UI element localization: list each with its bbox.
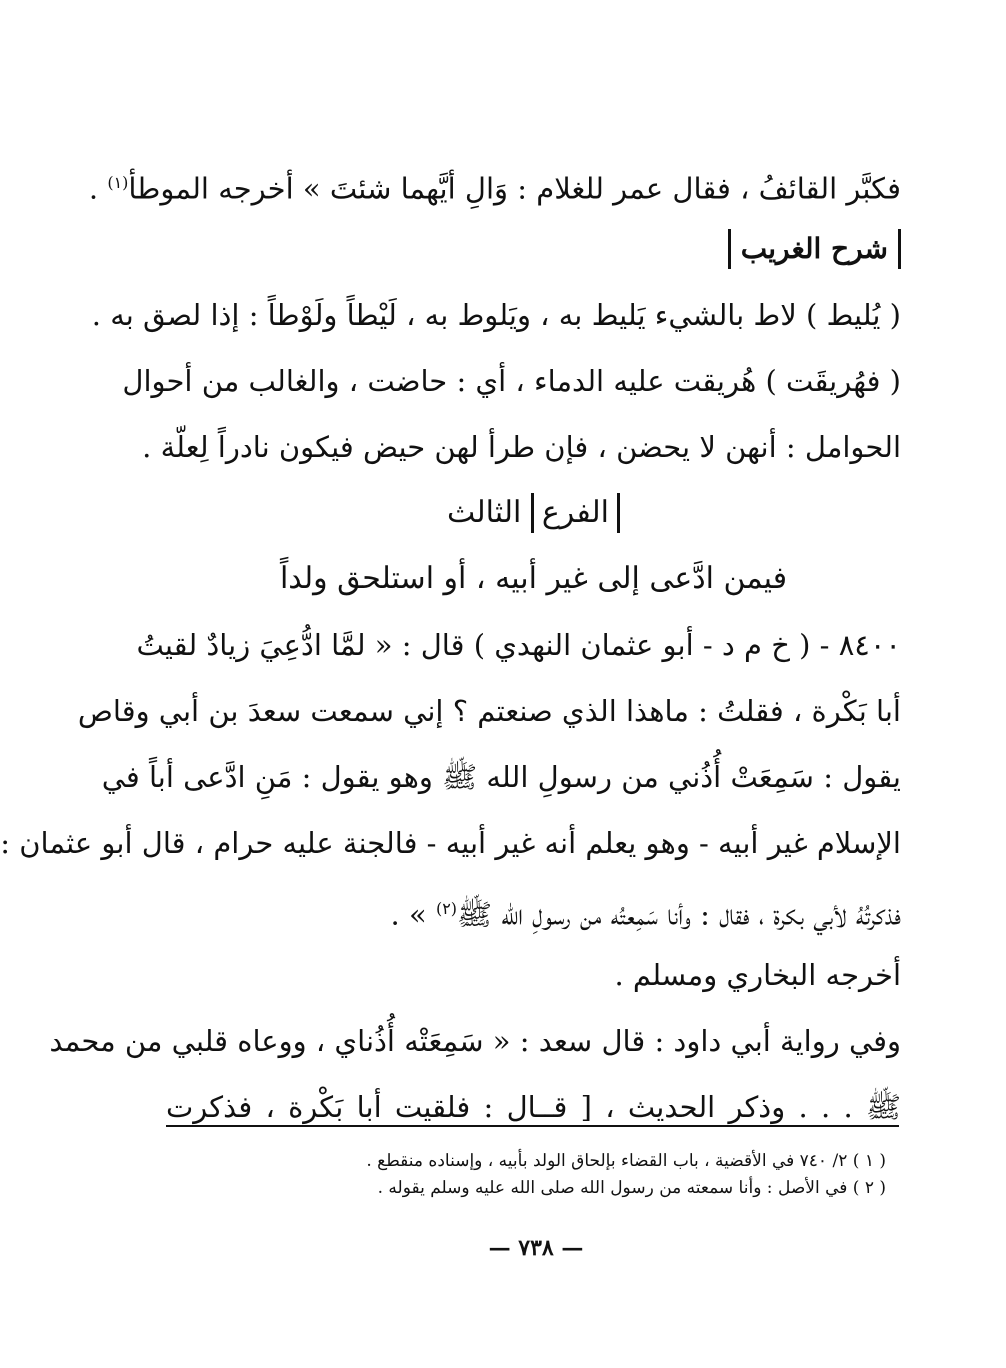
- text-line: ( يُليط ) لاط بالشيء يَليط به ، ويَلوط به ، لَيْطاً ولَوْطاً : إذا لصق به .: [91, 298, 901, 332]
- sharh-heading-row: [166, 216, 901, 282]
- page-number: — ٧٣٨ —: [488, 1235, 584, 1261]
- takhrij-line: أخرجه البخاري ومسلم .: [614, 958, 901, 992]
- section-heading: [166, 480, 901, 546]
- riwaya-line: وفي رواية أبي داود : قال سعد : « سَمِعَتْه أُذُناي ، ووعاه قلبي من محمد: [49, 1024, 901, 1058]
- footnote: ( ١ ) ٢/ ٧٤٠ في الأقضية ، باب القضاء بإلحاق الولد بأبيه ، وإسناده منقطع .: [366, 1151, 886, 1171]
- hadith-line: ٨٤٠٠ - ( خ م د - أبو عثمان النهدي ) قال : « لمَّا ادُّعِيَ زيادٌ لقيتُ: [136, 628, 901, 662]
- hadith-line: يقول : سَمِعَتْ أُذُني من رسولِ الله ﷺ وهو يقول : مَنِ ادَّعى أباً في: [101, 760, 901, 794]
- hadith-line: أبا بَكْرة ، فقلتُ : ماهذا الذي صنعتم ؟ إني سمعت سعدَ بن أبي وقاص: [77, 694, 901, 728]
- footnote-marker[interactable]: (١): [107, 173, 129, 192]
- sharh-heading: شرح الغريب: [728, 229, 901, 269]
- footnote: ( ٢ ) في الأصل : وأنا سمعته من رسول الله صلى الله عليه وسلم يقوله .: [377, 1178, 886, 1198]
- line-end: » .: [390, 897, 436, 932]
- footnotes: [166, 1148, 886, 1202]
- riwaya-line: ﷺ . . . وذكر الحديث ، [ قــال : فلقيت أبا بَكْرة ، فذكرت: [166, 1090, 901, 1124]
- text-line: ( فهُريقَت ) هُريقت عليه الدماء ، أي : حاضت ، والغالب من أحوال: [122, 364, 901, 398]
- text-line: [88, 150, 901, 216]
- page-body: [0, 150, 901, 1280]
- footnote-marker[interactable]: (٢): [435, 899, 458, 918]
- section-heading-bracket: الفرع: [531, 493, 620, 533]
- footnote-divider: [166, 1125, 899, 1127]
- line-end: .: [88, 171, 108, 206]
- hadith-line: الإسلام غير أبيه - وهو يعلم أنه غير أبيه - فالجنة عليه حرام ، قال أبو عثمان :: [0, 826, 901, 860]
- text-line: الحوامل : أنهن لا يحضن ، فإن طرأ لهن حيض فيكون نادراً لِعلّة .: [142, 430, 901, 464]
- hadith-line: [166, 876, 901, 942]
- line-text: فكبَّر القائفُ ، فقال عمر للغلام : وَالِ أيَّهما شئتَ » أخرجه الموطأ: [128, 171, 901, 206]
- section-subtitle: فيمن ادَّعى إلى غير أبيه ، أو استلحق ولداً: [279, 561, 788, 596]
- line-text: فذكرتُهُ لأبي بكرة ، فقال : وأنا سَمِعتُه من رسولِ الله ﷺ: [457, 897, 901, 932]
- section-heading-rest: الثالث: [447, 495, 522, 530]
